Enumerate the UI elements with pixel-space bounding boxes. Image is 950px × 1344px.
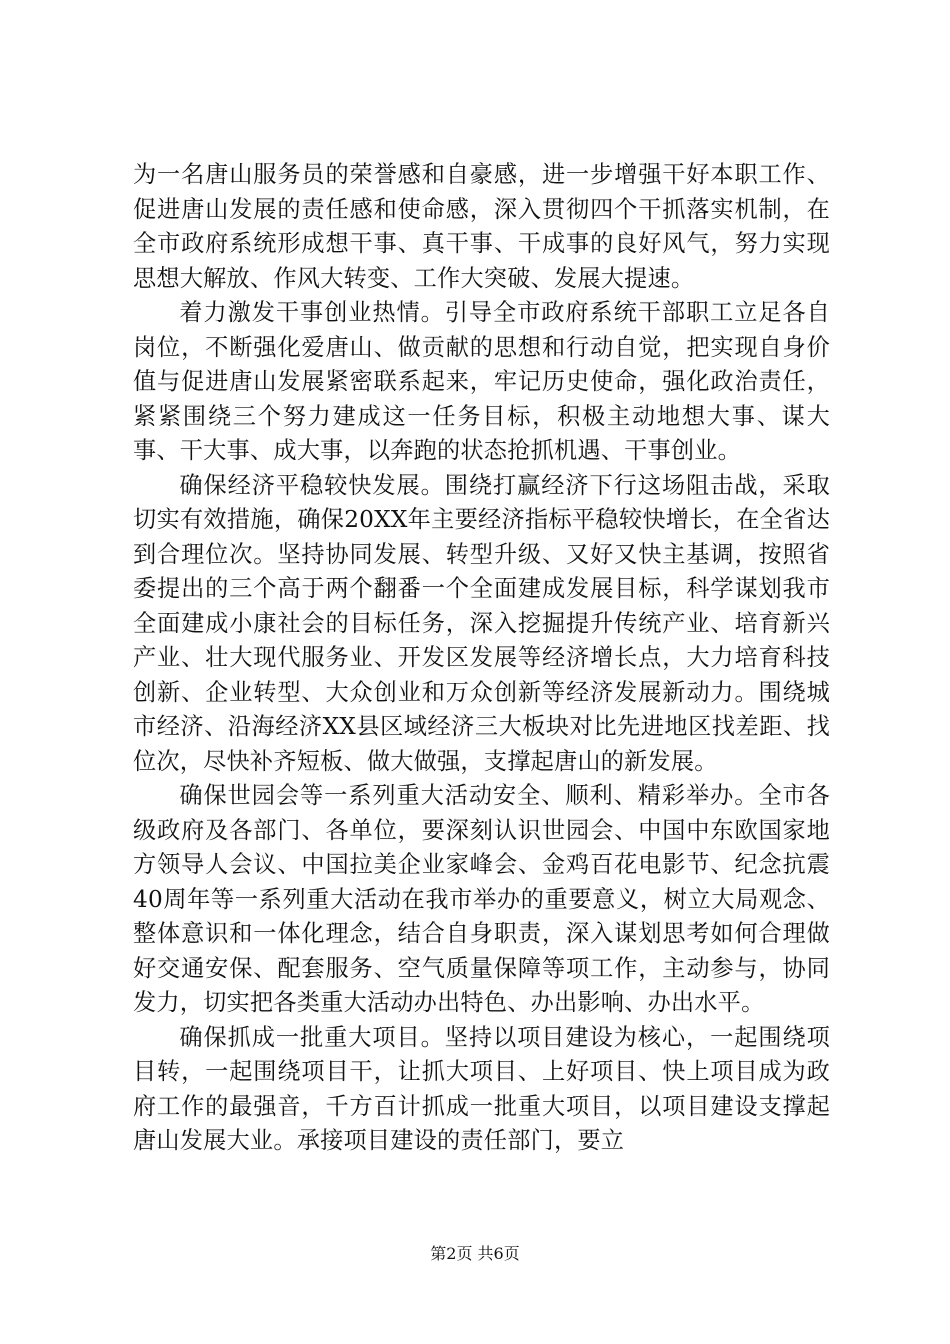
paragraph-2: 着力激发干事创业热情。引导全市政府系统干部职工立足各自岗位，不断强化爱唐山、做贡献的思想和行动自觉，把实现自身价值与促进唐山发展紧密联系起来，牢记历史使命，强化政治责任，紧紧围绕三个努力建成这一任务目标，积极主动地想大事、谋大事、干大事、成大事，以奔跑的状态抢抓机遇、干事创业。 [133, 299, 830, 464]
page-number-label: 第2页 共6页 [430, 1244, 520, 1263]
paragraph-1: 为一名唐山服务员的荣誉感和自豪感，进一步增强干好本职工作、促进唐山发展的责任感和使命感，深入贯彻四个干抓落实机制，在全市政府系统形成想干事、真干事、干成事的良好风气，努力实现思想大解放、作风大转变、工作大突破、发展大提速。 [133, 161, 830, 292]
page-footer [0, 1243, 950, 1265]
document-body [133, 158, 830, 1159]
paragraph-3: 确保经济平稳较快发展。围绕打赢经济下行这场阻击战，采取切实有效措施，确保20XX年主要经济指标平稳较快增长，在全省达到合理位次。坚持协同发展、转型升级、又好又快主基调，按照省委提出的三个高于两个翻番一个全面建成发展目标，科学谋划我市全面建成小康社会的目标任务，深入挖掘提升传统产业、培育新兴产业、壮大现代服务业、开发区发展等经济增长点，大力培育科技创新、企业转型、大众创业和万众创新等经济发展新动力。围绕城市经济、沿海经济XX县区域经济三大板块对比先进地区找差距、找位次，尽快补齐短板、做大做强，支撑起唐山的新发展。 [133, 471, 830, 775]
paragraph-5: 确保抓成一批重大项目。坚持以项目建设为核心，一起围绕项目转，一起围绕项目干，让抓大项目、上好项目、快上项目成为政府工作的最强音，千方百计抓成一批重大项目，以项目建设支撑起唐山发展大业。承接项目建设的责任部门，要立 [133, 1023, 830, 1154]
paragraph-4: 确保世园会等一系列重大活动安全、顺利、精彩举办。全市各级政府及各部门、各单位，要深刻认识世园会、中国中东欧国家地方领导人会议、中国拉美企业家峰会、金鸡百花电影节、纪念抗震40周年等一系列重大活动在我市举办的重要意义，树立大局观念、整体意识和一体化理念，结合自身职责，深入谋划思考如何合理做好交通安保、配套服务、空气质量保障等项工作，主动参与，协同发力，切实把各类重大活动办出特色、办出影响、办出水平。 [133, 782, 830, 1016]
